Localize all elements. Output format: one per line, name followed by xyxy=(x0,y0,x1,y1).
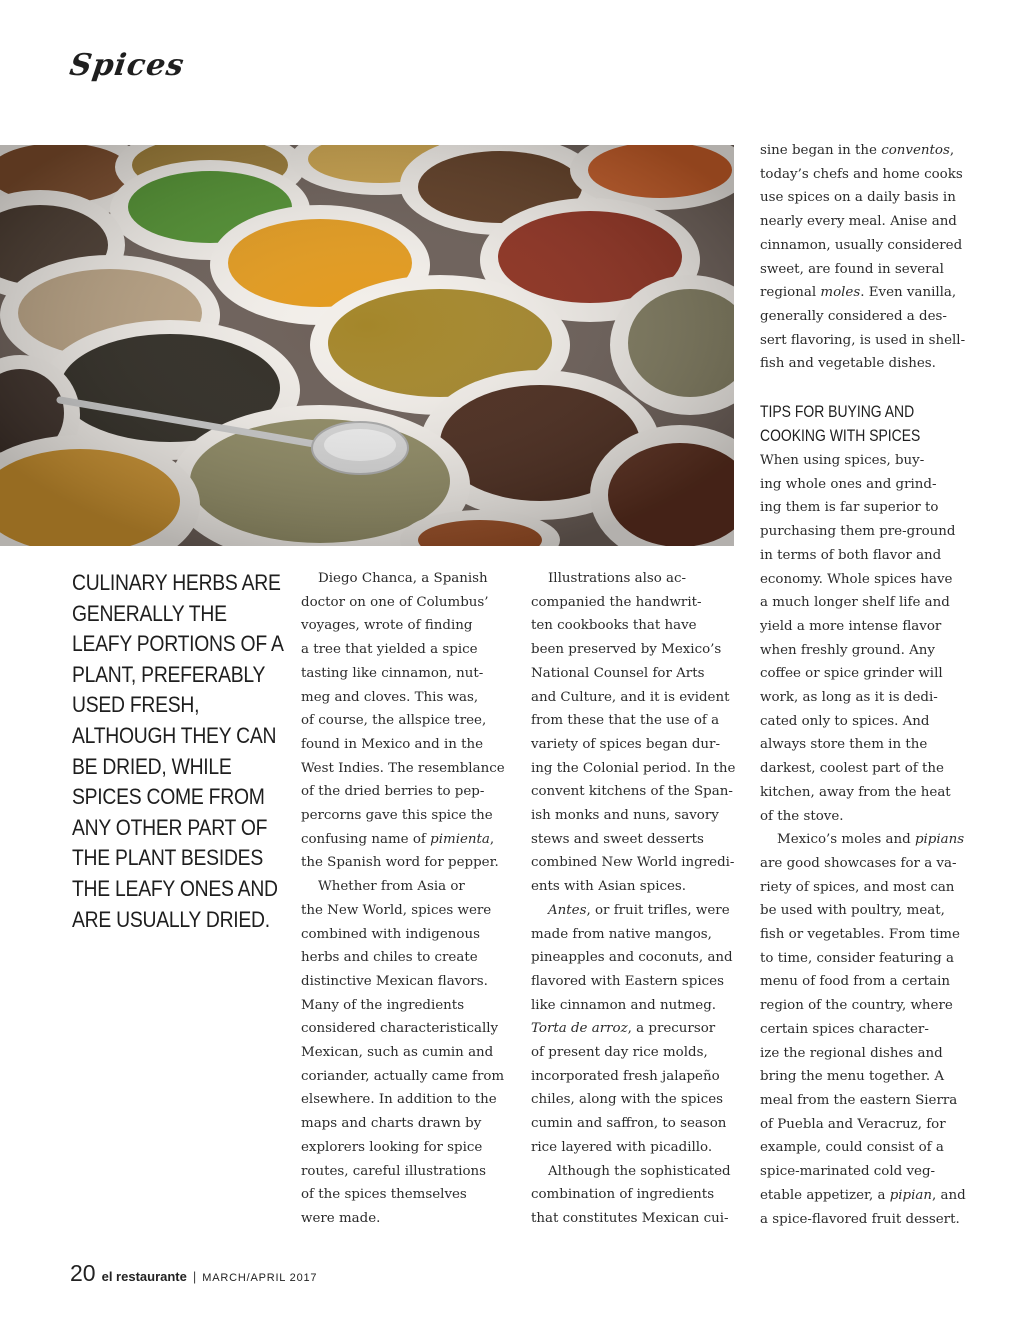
text-line: West Indies. The resemblance xyxy=(301,760,505,776)
text-line: fish or vegetables. From time xyxy=(760,927,960,943)
text-line: combined with indigenous xyxy=(301,926,480,942)
text-line: combination of ingredients xyxy=(531,1187,715,1203)
text-line: bring the menu together. A xyxy=(760,1069,945,1085)
text-line: like cinnamon and nutmeg. xyxy=(531,997,717,1013)
text-line: purchasing them pre-ground xyxy=(760,524,956,540)
text-line: cumin and saffron, to season xyxy=(531,1116,727,1132)
text-line: pineapples and coconuts, and xyxy=(531,950,733,966)
text-line: of present day rice molds, xyxy=(531,1045,708,1061)
text-line: Although the sophisticated xyxy=(548,1163,731,1179)
page-number: 20 xyxy=(70,1260,96,1286)
text-line: convent kitchens of the Span- xyxy=(531,784,733,800)
text-line: ing the Colonial period. In the xyxy=(531,760,736,776)
text-line: when freshly ground. Any xyxy=(760,642,936,658)
text-line: combined New World ingredi- xyxy=(531,855,735,871)
text-line: ten cookbooks that have xyxy=(531,618,697,634)
text-line: menu of food from a certain xyxy=(760,974,951,990)
text-line: Torta de arroz, a precursor xyxy=(531,1021,716,1037)
text-line: be used with poultry, meat, xyxy=(760,903,945,919)
text-line: example, could consist of a xyxy=(760,1140,944,1156)
text-line: companied the handwrit- xyxy=(531,594,702,610)
text-line: yield a more intense flavor xyxy=(760,618,942,634)
text-line: etable appetizer, a pipian, and xyxy=(760,1187,966,1203)
text-line: and Culture, and it is evident xyxy=(531,689,730,705)
text-line: generally considered a des- xyxy=(760,308,947,324)
text-line: nearly every meal. Anise and xyxy=(760,214,957,230)
text-line: coriander, actually came from xyxy=(301,1068,505,1084)
text-line: herbs and chiles to create xyxy=(301,950,478,966)
text-line: riety of spices, and most can xyxy=(760,879,955,895)
text-line: of the stove. xyxy=(760,808,844,824)
text-line: meal from the eastern Sierra xyxy=(760,1092,958,1108)
text-line: Many of the ingredients xyxy=(301,997,465,1013)
text-line: Diego Chanca, a Spanish xyxy=(318,571,488,586)
text-line: flavored with Eastern spices xyxy=(531,973,724,989)
text-line: maps and charts drawn by xyxy=(301,1116,482,1132)
text-line: found in Mexico and in the xyxy=(301,736,484,752)
text-line: considered characteristically xyxy=(301,1021,499,1037)
text-line: distinctive Mexican flavors. xyxy=(301,973,488,989)
text-line: Whether from Asia or xyxy=(318,879,465,895)
section-title: Spices xyxy=(67,48,187,83)
text-line: ing whole ones and grind- xyxy=(760,476,937,492)
text-line: of the dried berries to pep- xyxy=(301,784,485,800)
text-line: confusing name of pimienta, xyxy=(301,831,495,847)
text-line: a much longer shelf life and xyxy=(760,595,950,611)
issue-date: MARCH/APRIL 2017 xyxy=(202,1272,318,1284)
text-line: doctor on one of Columbus’ xyxy=(301,594,489,610)
text-line: that constitutes Mexican cui- xyxy=(531,1210,729,1226)
text-line: incorporated fresh jalapeño xyxy=(531,1068,720,1084)
text-line: rice layered with picadillo. xyxy=(531,1139,713,1155)
text-line: region of the country, where xyxy=(760,998,953,1014)
text-line: tasting like cinnamon, nut- xyxy=(301,665,484,681)
text-line: were made. xyxy=(301,1210,381,1226)
text-line: voyages, wrote of finding xyxy=(301,618,473,634)
text-line: When using spices, buy- xyxy=(760,453,925,468)
tips-heading xyxy=(760,400,957,448)
text-line: darkest, coolest part of the xyxy=(760,761,944,777)
text-line: Antes, or fruit trifles, were xyxy=(548,902,730,918)
text-line: percorns gave this spice the xyxy=(301,808,493,824)
text-line: of Puebla and Veracruz, for xyxy=(760,1116,946,1132)
text-line: Mexico’s moles and pipians xyxy=(777,832,965,848)
text-line: ents with Asian spices. xyxy=(531,879,687,895)
body-column-1 xyxy=(301,567,511,1231)
text-line: are good showcases for a va- xyxy=(760,855,957,871)
text-line: elsewhere. In addition to the xyxy=(301,1092,497,1108)
text-line: from these that the use of a xyxy=(531,713,720,729)
text-line: meg and cloves. This was, xyxy=(301,689,479,705)
text-line: a tree that yielded a spice xyxy=(301,642,478,658)
tips-body xyxy=(760,449,980,1231)
magazine-name: el restaurante xyxy=(101,1269,187,1284)
text-line: chiles, along with the spices xyxy=(531,1092,723,1108)
body-column-2 xyxy=(531,567,741,1231)
pull-quote: CULINARY HERBS ARE GENERALLY THE LEAFY PORTIONS OF A PLANT, PREFERABLY USED FRESH, ALTHOUGH THEY CAN BE DRIED, WHILE SPICES COME FROM ANY OTHER PART OF THE PLANT BESIDES THE LEAFY ONES AND ARE USUALLY DRIED. xyxy=(72,570,283,932)
text-line: always store them in the xyxy=(760,737,928,753)
text-line: coffee or spice grinder will xyxy=(760,666,943,682)
text-line: a spice-flavored fruit dessert. xyxy=(760,1211,960,1227)
text-line: cinnamon, usually considered xyxy=(760,237,963,253)
text-line: today’s chefs and home cooks xyxy=(760,166,963,182)
text-line: of the spices themselves xyxy=(301,1187,467,1203)
text-line: use spices on a daily basis in xyxy=(760,190,956,206)
footer-separator: | xyxy=(192,1269,197,1284)
text-line: kitchen, away from the heat xyxy=(760,784,951,800)
text-line: Illustrations also ac- xyxy=(548,571,687,586)
text-line: the New World, spices were xyxy=(301,902,492,918)
text-line: ish monks and nuns, savory xyxy=(531,808,719,824)
tips-heading-line: TIPS FOR BUYING AND xyxy=(760,402,915,421)
text-line: stews and sweet desserts xyxy=(531,831,704,847)
page-footer xyxy=(70,1260,317,1287)
text-line: of course, the allspice tree, xyxy=(301,713,487,729)
text-line: spice-marinated cold veg- xyxy=(760,1164,936,1180)
spice-sacks-photo xyxy=(0,145,734,546)
tips-heading-line: COOKING WITH SPICES xyxy=(760,426,921,445)
text-line: National Counsel for Arts xyxy=(531,665,705,681)
text-line: been preserved by Mexico’s xyxy=(531,642,722,658)
text-line: certain spices character- xyxy=(760,1021,929,1037)
text-line: cated only to spices. And xyxy=(760,713,930,729)
text-line: Mexican, such as cumin and xyxy=(301,1045,494,1061)
text-line: in terms of both flavor and xyxy=(760,547,942,563)
text-line: explorers looking for spice xyxy=(301,1139,483,1155)
text-line: economy. Whole spices have xyxy=(760,571,953,587)
text-line: to time, consider featuring a xyxy=(760,950,954,966)
text-line: made from native mangos, xyxy=(531,926,712,942)
text-line: fish and vegetable dishes. xyxy=(760,356,936,372)
text-line: ing them is far superior to xyxy=(760,500,939,516)
text-line: regional moles. Even vanilla, xyxy=(760,285,957,301)
body-column-3-top xyxy=(760,139,980,376)
text-line: routes, careful illustrations xyxy=(301,1163,487,1179)
text-line: sine began in the conventos, xyxy=(760,143,955,158)
text-line: sweet, are found in several xyxy=(760,261,944,277)
text-line: sert flavoring, is used in shell- xyxy=(760,332,966,348)
text-line: variety of spices began dur- xyxy=(531,736,720,752)
text-line: ize the regional dishes and xyxy=(760,1045,943,1061)
text-line: work, as long as it is dedi- xyxy=(760,690,938,706)
text-line: the Spanish word for pepper. xyxy=(301,855,499,871)
